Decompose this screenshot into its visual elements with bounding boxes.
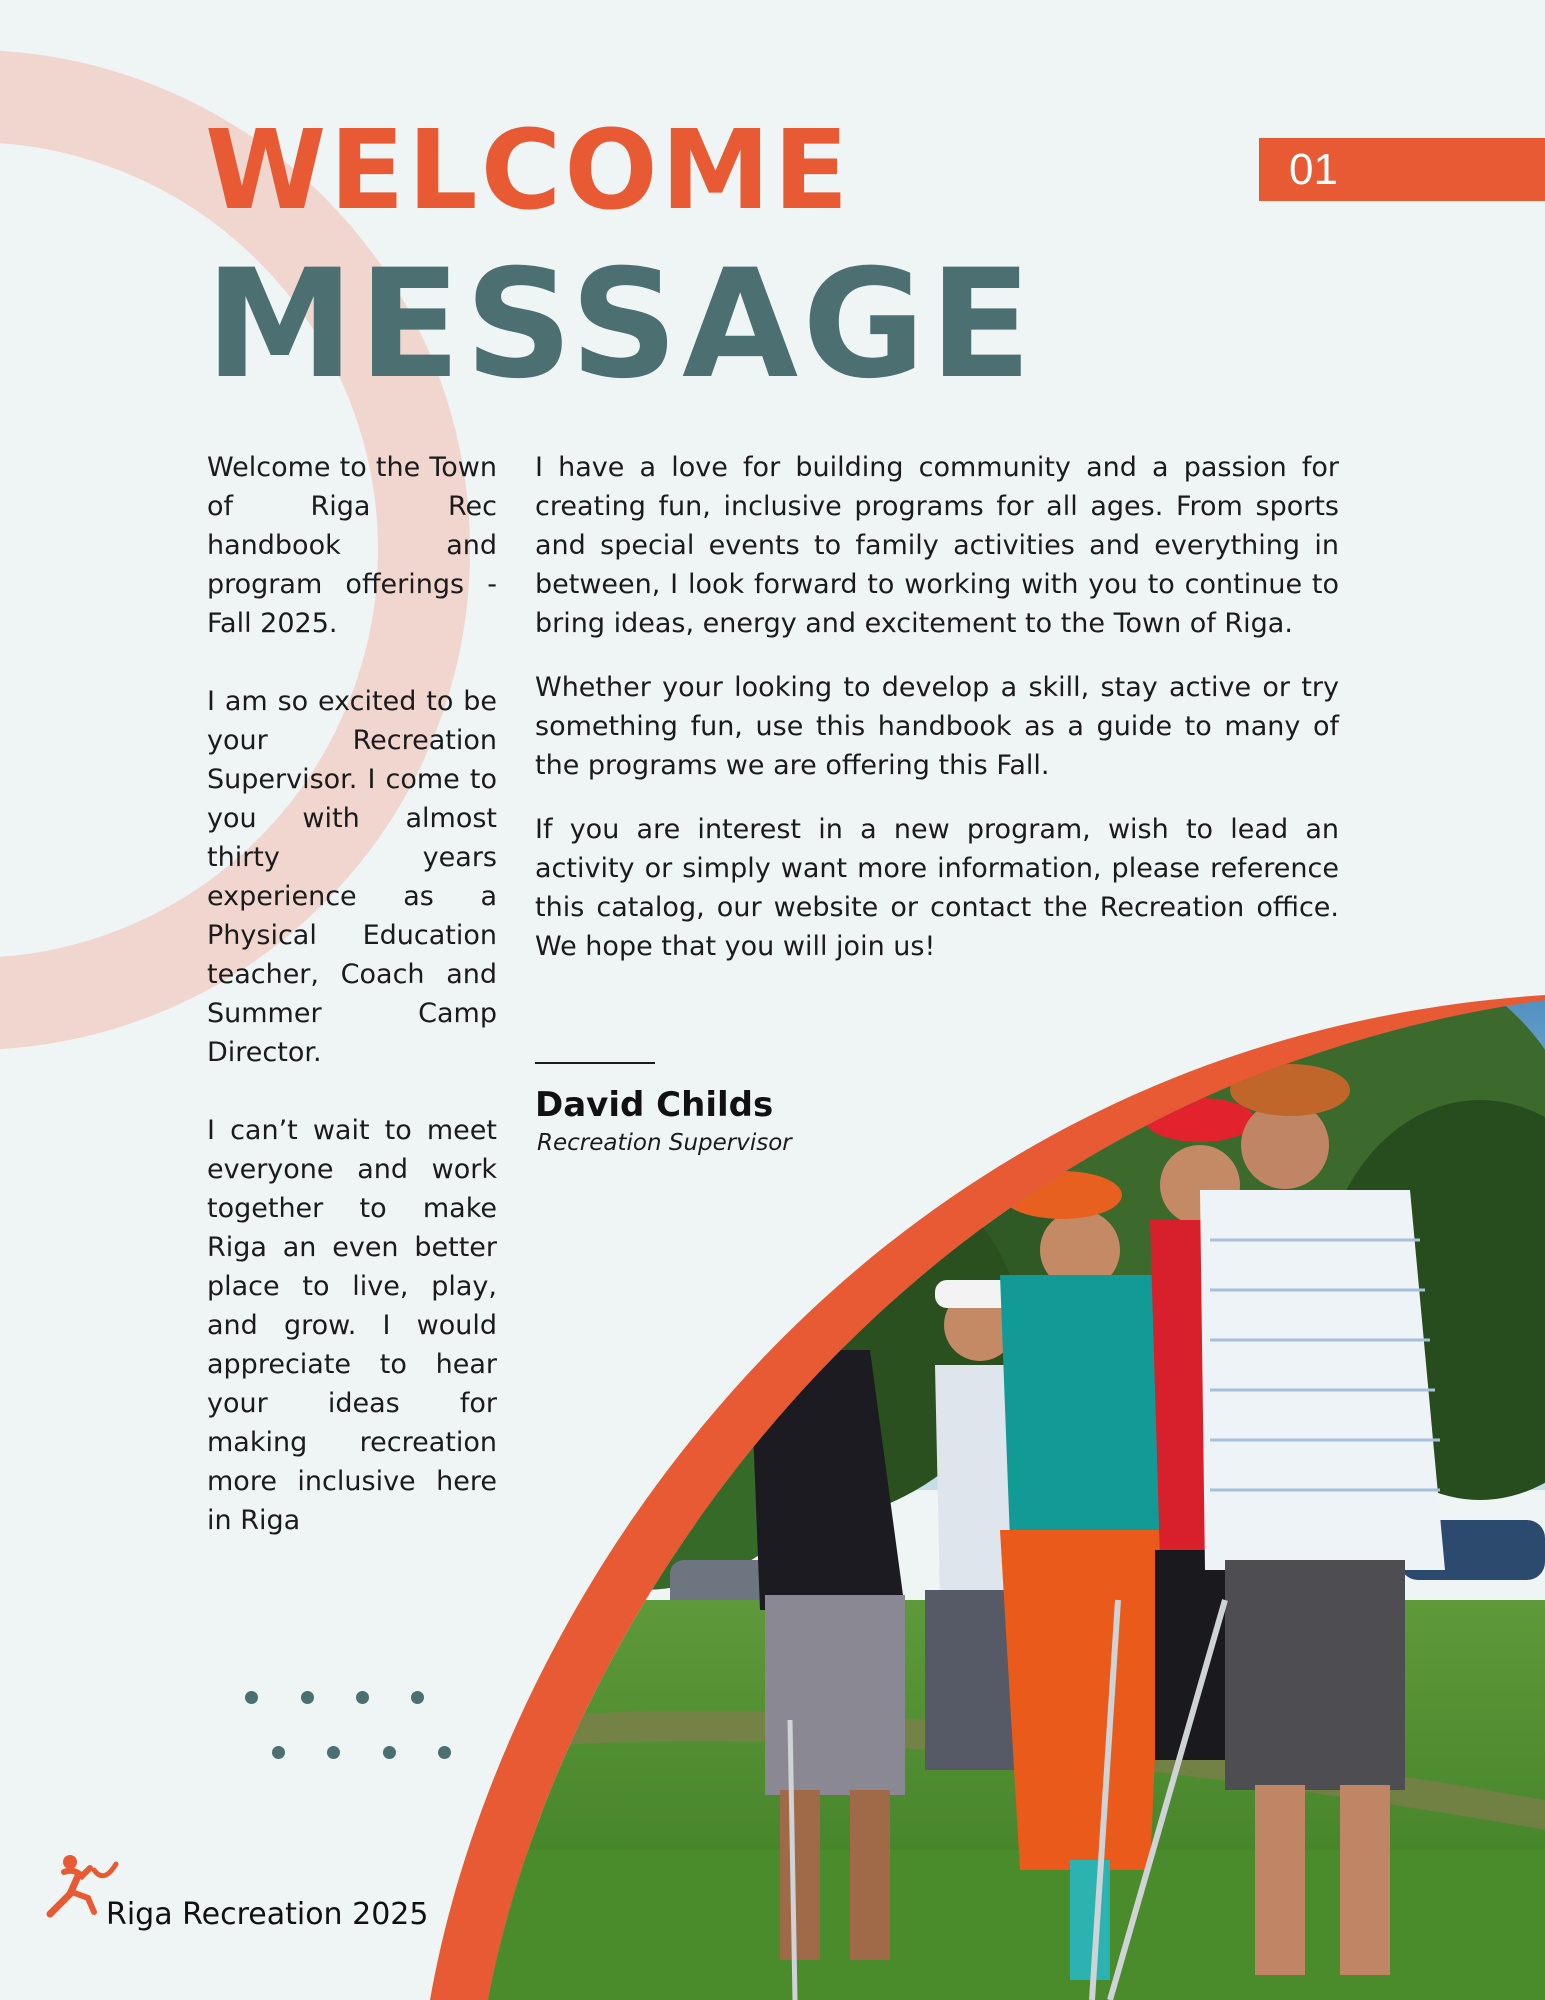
dot (383, 1746, 396, 1759)
signature-role: Recreation Supervisor (537, 1130, 792, 1156)
title-message: MESSAGE (205, 238, 1036, 412)
signature-divider (535, 1062, 655, 1064)
dot (245, 1691, 258, 1704)
dot (272, 1746, 285, 1759)
footer-label: Riga Recreation 2025 (106, 1897, 429, 1932)
left-column (207, 448, 497, 1579)
dot (327, 1746, 340, 1759)
page-number-badge: 01 (1259, 138, 1545, 201)
left-paragraph-3: I can’t wait to meet everyone and work together to make Riga an even better place to live, play, and grow. I would appreciate to hear your ideas for making recreation more inclusive here in Riga (207, 1115, 497, 1536)
right-paragraph-3: If you are interest in a new program, wish to lead an activity or simply want more information, please reference this catalog, our website or contact the Recreation office. We hope that you will join us! (535, 814, 1339, 962)
left-paragraph-1: Welcome to the Town of Riga Rec handbook and program offerings - Fall 2025. (207, 452, 497, 639)
dot (301, 1691, 314, 1704)
dot (411, 1691, 424, 1704)
left-paragraph-2: I am so excited to be your Recreation Supervisor. I come to you with almost thirty years experience as a Physical Education teacher, Coach and Summer Camp Director. (207, 686, 497, 1068)
title-welcome: WELCOME (205, 106, 852, 234)
right-paragraph-1: I have a love for building community and a passion for creating fun, inclusive programs for all ages. From sports and special events to family activities and everything in between, I look forward to working with you to continue to bring ideas, energy and excitement to the Town of Riga. (535, 452, 1339, 639)
dot (356, 1691, 369, 1704)
signature-name: David Childs (535, 1085, 774, 1125)
dot (438, 1746, 451, 1759)
right-paragraph-2: Whether your looking to develop a skill, stay active or try something fun, use this handbook as a guide to many of the programs we are offering this Fall. (535, 672, 1339, 781)
right-column (535, 448, 1339, 991)
